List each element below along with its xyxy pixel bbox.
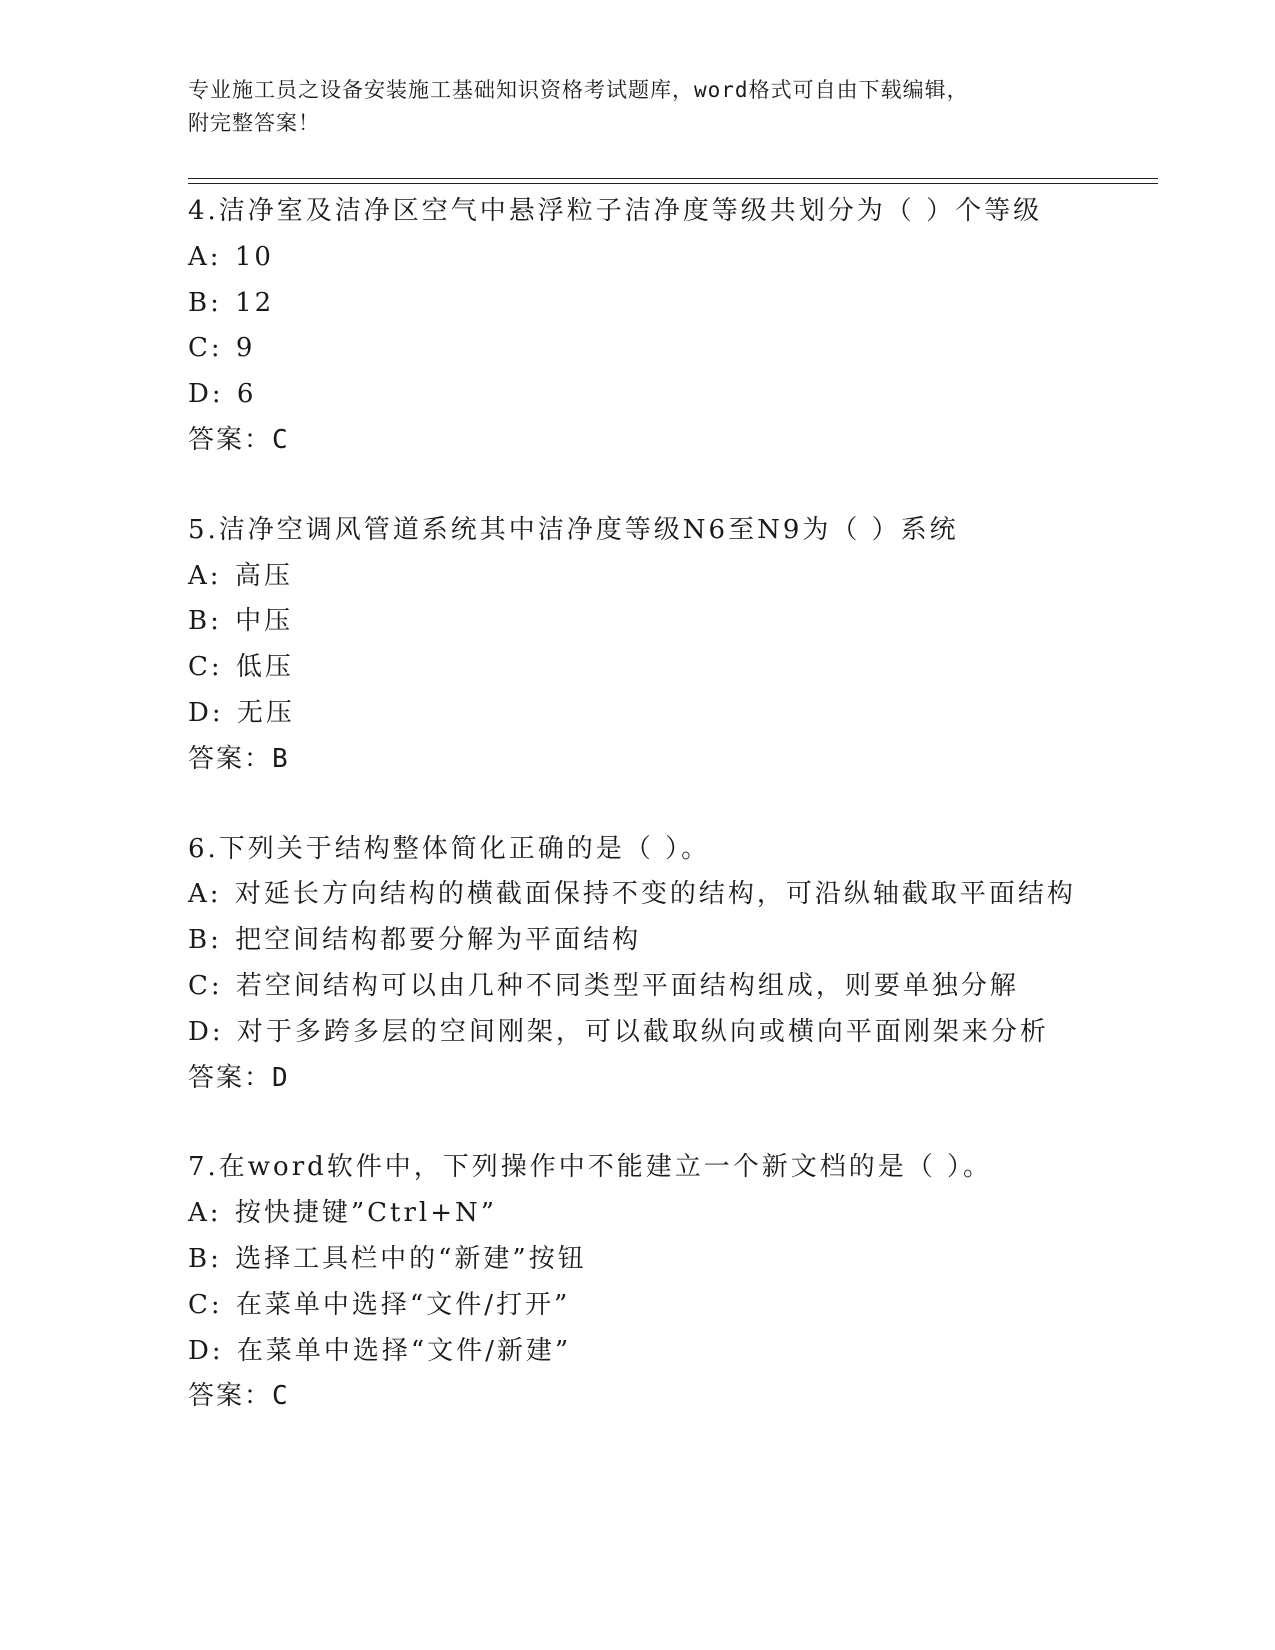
option-d: [188, 691, 1188, 737]
question-5: [188, 508, 1188, 783]
option-b: [188, 1237, 1188, 1283]
answer-value: C: [272, 424, 288, 455]
option-letter: A:: [188, 241, 222, 272]
question-list: [188, 189, 1188, 1464]
option-c: [188, 1283, 1188, 1329]
option-text: 在菜单中选择“文件/新建”: [236, 1335, 572, 1366]
option-letter: B:: [188, 925, 222, 956]
option-letter: A:: [188, 560, 222, 591]
option-d: [188, 1010, 1188, 1056]
option-text: 9: [235, 333, 256, 364]
answer-label: 答案：: [188, 424, 273, 455]
option-d: [188, 1329, 1188, 1375]
option-b: [188, 918, 1188, 964]
option-text: 高压: [234, 560, 293, 591]
option-c: [188, 645, 1188, 691]
option-letter: C:: [188, 970, 223, 1001]
header-divider-top: [188, 178, 1158, 179]
option-b: [188, 599, 1188, 645]
option-text: 对于多跨多层的空间刚架，可以截取纵向或横向平面刚架来分析: [236, 1016, 1049, 1047]
option-a: [188, 235, 1188, 281]
answer-line: [188, 1056, 1188, 1102]
question-6: [188, 827, 1188, 1102]
option-text: 把空间结构都要分解为平面结构: [235, 925, 642, 956]
option-text: 中压: [235, 606, 294, 637]
option-a: [188, 1191, 1188, 1237]
answer-label: 答案：: [188, 1381, 273, 1412]
answer-value: C: [272, 1381, 288, 1412]
option-letter: B:: [188, 1243, 222, 1274]
header-line-2: 附完整答案！: [188, 111, 320, 135]
question-stem: 6.下列关于结构整体简化正确的是（ ）。: [188, 833, 711, 864]
option-text: 若空间结构可以由几种不同类型平面结构组成，则要单独分解: [235, 970, 1019, 1001]
option-c: [188, 326, 1188, 372]
document-header: [188, 74, 1068, 140]
option-letter: C:: [188, 652, 223, 683]
option-text: 按快捷键”Ctrl+N”: [234, 1198, 498, 1229]
option-text: 对延长方向结构的横截面保持不变的结构，可沿纵轴截取平面结构: [234, 879, 1076, 910]
option-d: [188, 372, 1188, 418]
option-c: [188, 964, 1188, 1010]
answer-value: B: [272, 743, 288, 774]
option-letter: B:: [188, 287, 222, 318]
answer-line: [188, 1374, 1188, 1420]
answer-line: [188, 418, 1188, 464]
option-text: 在菜单中选择“文件/打开”: [235, 1289, 571, 1320]
question-stem: 7.在word软件中，下列操作中不能建立一个新文档的是（ ）。: [188, 1152, 993, 1183]
option-text: 12: [235, 287, 275, 318]
answer-label: 答案：: [188, 743, 273, 774]
question-4: [188, 189, 1188, 464]
answer-label: 答案：: [188, 1062, 273, 1093]
option-letter: D:: [188, 1016, 224, 1047]
option-text: 无压: [236, 697, 295, 728]
option-letter: C:: [188, 1289, 223, 1320]
option-text: 10: [234, 241, 274, 272]
question-7: [188, 1145, 1188, 1420]
header-divider-bottom: [188, 183, 1158, 184]
option-a: [188, 554, 1188, 600]
option-letter: B:: [188, 606, 222, 637]
answer-line: [188, 737, 1188, 783]
option-a: [188, 872, 1188, 918]
option-text: 低压: [235, 652, 294, 683]
option-text: 6: [236, 379, 257, 410]
header-line-1: 专业施工员之设备安装施工基础知识资格考试题库，word格式可自由下载编辑，: [188, 78, 969, 102]
option-letter: D:: [188, 697, 224, 728]
option-text: 选择工具栏中的“新建”按钮: [235, 1243, 587, 1274]
option-letter: D:: [188, 1335, 224, 1366]
question-stem: 5.洁净空调风管道系统其中洁净度等级N6至N9为（ ）系统: [188, 514, 959, 545]
option-letter: A:: [188, 1198, 222, 1229]
option-letter: C:: [188, 333, 223, 364]
option-b: [188, 281, 1188, 327]
question-stem: 4.洁净室及洁净区空气中悬浮粒子洁净度等级共划分为（ ）个等级: [188, 196, 1043, 226]
answer-value: D: [272, 1062, 288, 1093]
option-letter: A:: [188, 879, 222, 910]
option-letter: D:: [188, 379, 224, 410]
